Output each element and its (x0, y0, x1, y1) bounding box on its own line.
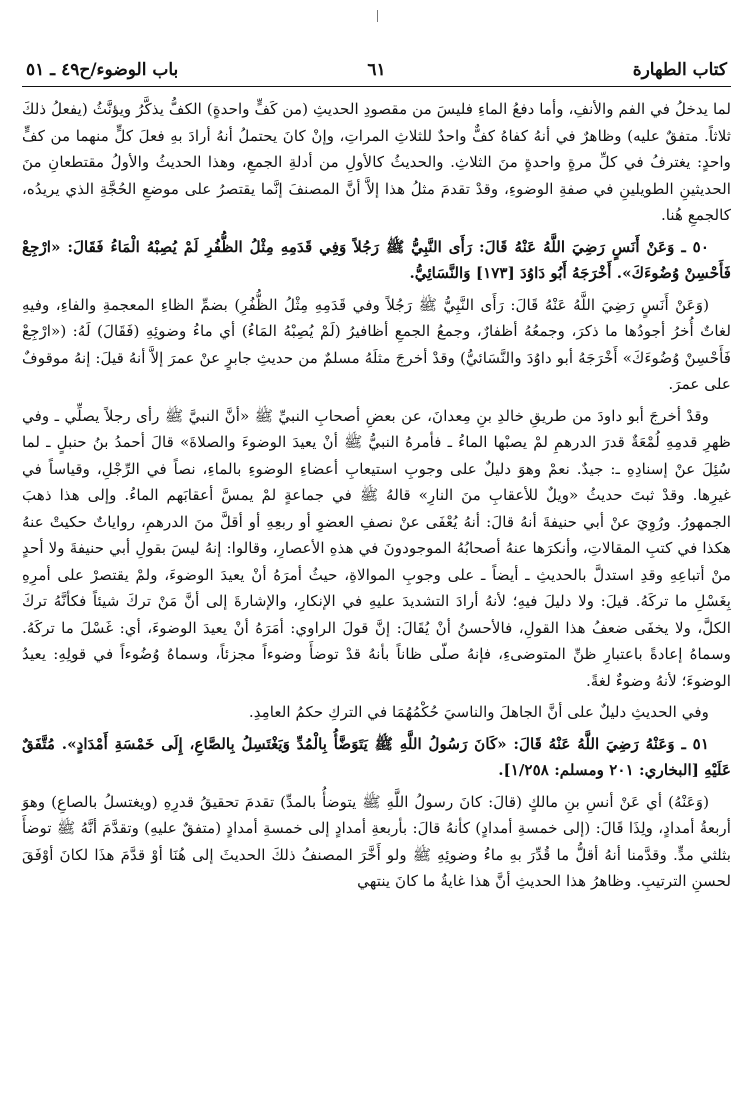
hadith-number: ٥٠ (692, 237, 709, 256)
book-title: كتاب الطهارة (632, 60, 727, 80)
commentary-50 (22, 292, 731, 398)
paragraph-text: (وَعَنْهُ) أي عَنْ أنسِ بنِ مالكٍ (قالَ: كانَ رسولُ اللَّهِ ﷺ يتوضأُ بالمدِّ) تقدمَ تحقيقُ قدرِهِ (ويغتسلُ بالصاعِ) وهوَ أربعةُ أمدادٍ، ولِذَا قَالَ: (إلى خمسةِ أمدادٍ) كأنهُ قالَ: بأربعةِ أمدادٍ إلى خمسةِ أمدادٍ (متفقٌ عليهِ) وتقدَّمَ أنَّهُ ﷺ توضأَ بثلثي مدٍّ. وقدَّمنا أنهُ أقلُّ ما قُدِّرَ بهِ ماءُ وضوئِهِ ﷺ ولو أَخَّرَ المصنفُ ذلكَ الحديثَ إلى هُنَا أوْ قدَّمَ هذَا لكانَ أوْفَقَ لحسنِ الترتيبِ. وظاهرُ هذا الحديثِ أنَّ هذا غايةُ ما كانَ ينتهي (22, 792, 731, 890)
paragraph-text: لما يدخلُ في الفم والأنفِ، وأما دفعُ الماءِ فليسَ من مقصودِ الحديثِ (من كَفٍّ واحدةٍ) الكفُّ يذكَّرُ ويؤنَّثُ (يفعلُ ذلكَ ثلاثاً. متفقٌ عليه) وظاهرٌ في أنهُ كفاهُ كفٌّ واحدٌ للثلاثِ المراتِ، وإنْ كانَ يحتملُ أنهُ أرادَ بهِ فعلَ كلٍّ منهما من كفٍّ واحدٍ: يغترفُ في كلِّ مرةٍ واحدةٍ منَ الثلاثِ. والحديثُ كالأولِ من أدلةِ الجمعِ، وهذا الحديثُ والأولُ مقتطعانِ منَ الحديثينِ الطويلينِ في صفةِ الوضوءِ، وقدْ تقدمَ مثلُ هذا إلاَّ أنَّ المصنفَ إنَّما يقتصرُ على موضعِ الحُجَّةِ الذي يريدُه، كالجمعِ هُنا. (22, 100, 731, 224)
chapter-reference: باب الوضوء/ح٤٩ ـ ٥١ (26, 60, 179, 80)
hadith-text: ـ وَعَنْهُ رَضِيَ اللَّهُ عَنْهُ قَالَ: «كَانَ رَسُولُ اللَّهِ ﷺ يَتَوَضَّأُ بِالْمُدِّ وَيَغْتَسِلُ بِالصَّاعِ، إِلَى خَمْسَةِ أَمْدَادٍ». مُتَّفَقٌ عَلَيْهِ [البخاري: ٢٠١ ومسلم: ١/٢٥٨]. (22, 734, 731, 779)
commentary-51 (22, 789, 731, 895)
page-body (22, 96, 731, 895)
hadith-text: ـ وَعَنْ أَنَسٍ رَضِيَ اللَّهُ عَنْهُ قَالَ: رَأَى النَّبِيُّ ﷺ رَجُلاً وَفِي قَدَمِهِ مِثْلُ الظُّفُرِ لَمْ يُصِبْهُ الْمَاءُ فَقَالَ: «ارْجِعْ فَأَحْسِنْ وُضُوءَكَ». أَخْرَجَهُ أَبُو دَاوُدَ [١٧٣] وَالنَّسَائِيُّ. (22, 237, 731, 282)
header-divider (22, 86, 731, 87)
hadith-number: ٥١ (692, 734, 709, 753)
paragraph-text: (وَعَنْ أَنَسٍ رَضِيَ اللَّهُ عَنْهُ قَالَ: رَأَى النَّبِيُّ ﷺ رَجُلاً وفي قَدَمِهِ مِثْلُ الظُّفُرِ) بضمِّ الظاءِ المعجمةِ والفاءِ، وفيهِ لغاتٌ أُخرُ أجودُها ما ذكرَ، وجمعُهُ أظفارٌ، وجمعُ الجمعِ أظافيرُ (لَمْ يُصِبْهُ المَاءُ) أي ماءُ وضوئِهِ (فَقَالَ) لَهُ: («ارْجِعْ فَأَحْسِنْ وُضُوءَكَ» أَخْرَجَهُ أبو داوُدَ والنَّسَائيُّ) وقدْ أخرجَ مثلَهُ مسلمٌ من حديثِ جابرٍ عنْ عمرَ إلاَّ أنهُ قيلَ: إنهُ موقوفٌ على عمرَ. (22, 295, 731, 393)
top-tick-mark (377, 10, 378, 22)
hadith-50 (22, 234, 731, 287)
commentary-ruling (22, 699, 731, 726)
paragraph-text: وقدْ أخرجَ أبو داودَ من طريقِ خالدِ بنِ مِعدانَ، عن بعضِ أصحابِ النبيِّ ﷺ «أنَّ النبيَّ ﷺ رأى رجلاً يصلِّي ـ وفي ظهرِ قدمِهِ لُمْعَةٌ قدرَ الدرهمِ لمْ يصبْها الماءُ ـ فأمرهُ النبيُّ ﷺ أنْ يعيدَ الوضوءَ والصلاةَ» قالَ أحمدُ بنُ حنبلٍ ـ لما سُئِلَ عنْ إسنادِهِ ـ: جيدٌ. نعمْ وهوَ دليلٌ على وجوبِ استيعابِ أعضاءِ الوضوءِ بالماءِ، نصاً في الرِّجْلِ، وقياساً في غيرِها. وقدْ ثبتَ حديثُ «ويلٌ للأعقابِ منَ النارِ» قالهُ ﷺ في جماعةٍ لمْ يمسَّ أعقابَهم الماءُ. وإلى هذا ذهبَ الجمهورُ. ورُوِيَ عنْ أبي حنيفةَ أنهُ قالَ: أنهُ يُعْفَى عنْ نصفِ العضوِ أو ربعِهِ أو أقلَّ منَ الدرهمِ، رواياتٌ حكيتْ عنهُ هكذا في كتبِ المقالاتِ، وأنكرَها عنهُ أصحابُهُ الموجودونَ في هذهِ الأعصارِ، وقالوا: إنهُ ليسَ بقولِ أبي حنيفةَ ولا أحدٍ منْ أتباعِهِ وقدِ استدلَّ بالحديثِ ـ أيضاً ـ على وجوبِ الموالاةِ، حيثُ أمرَهُ أنْ يعيدَ الوضوءَ، ولمْ يقتصرْ على أمرِهِ بِغَسْلِ ما تركَهُ. قيلَ: ولا دليلَ فيهِ؛ لأنهُ أرادَ التشديدَ عليهِ في الإنكارِ، والإشارةَ إلى أنَّ مَنْ تركَ شيئاً فكأنَّهُ تركَ الكلَّ، ولا يخفَى ضعفُ هذا القولِ، فالأحسنُ أنْ يُقَالَ: إنَّ قولَ الراوي: أمَرَهُ أنْ يعيدَ الوضوءَ، أي: غَسْلَ ما تركَهُ. وسماهُ إعادةً باعتبارِ ظنِّ المتوضىءِ، فإنهُ صلّى ظاناً بأنهُ قدْ توضأَ وضوءاً مجزئاً، وسماهُ وُضُوءاً في قولِهِ: يعيدُ الوضوءَ؛ لأنهُ وضوءٌ لغةً. (22, 406, 731, 690)
book-page (22, 0, 731, 1113)
paragraph-continuation (22, 96, 731, 229)
paragraph-text: وفي الحديثِ دليلٌ على أنَّ الجاهلَ والناسيَ حُكْمُهُمَا في التركِ حكمُ العامِدِ. (248, 703, 709, 721)
commentary-50-continued (22, 403, 731, 695)
page-number: ٦١ (367, 60, 386, 80)
hadith-51 (22, 731, 731, 784)
